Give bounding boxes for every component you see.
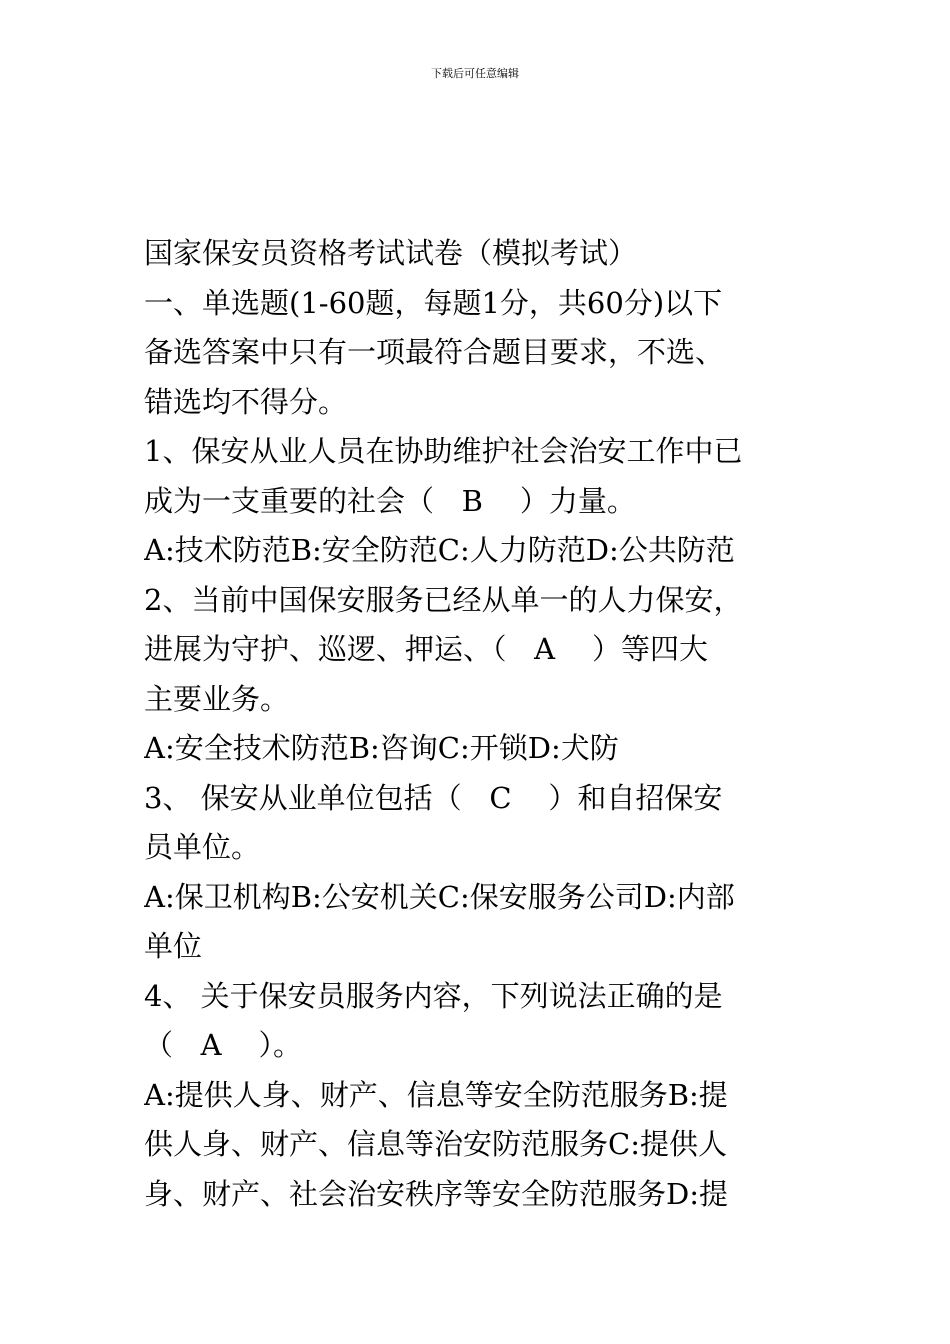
question-4-options: A:提供人身、财产、信息等安全防范服务B:提	[144, 1077, 728, 1112]
question-2-line: 主要业务。	[144, 681, 290, 716]
question-3-line: 员单位。	[144, 830, 261, 864]
document-title: 国家保安员资格考试试卷（模拟考试）	[144, 236, 638, 270]
question-1-options: A:技术防范B:安全防范C:人力防范D:公共防范	[144, 533, 735, 567]
section-heading-line: 备选答案中只有一项最符合题目要求，不选、	[144, 335, 725, 369]
page-header: 下载后可任意编辑	[431, 67, 519, 80]
question-4-options-line: 身、财产、社会治安秩序等安全防范服务D:提	[144, 1176, 729, 1211]
question-4: 4、 关于保安员服务内容，下列说法正确的是	[144, 978, 723, 1013]
document-body	[144, 229, 808, 1219]
question-2-line: 进展为守护、巡逻、押运、（ A ）等四大	[144, 632, 708, 666]
question-1: 1、保安从业人员在协助维护社会治安工作中已	[144, 434, 743, 468]
question-3-options-line: 单位	[144, 929, 203, 963]
question-2: 2、当前中国保安服务已经从单一的人力保安，	[144, 582, 743, 617]
question-4-line: （ A ）。	[144, 1028, 302, 1062]
section-heading: 一、单选题(1-60题，每题1分，共60分)以下	[144, 285, 723, 320]
question-3-options: A:保卫机构B:公安机关C:保安服务公司D:内部	[144, 879, 735, 914]
question-2-options: A:安全技术防范B:咨询C:开锁D:犬防	[144, 731, 619, 765]
question-3: 3、 保安从业单位包括（ C ）和自招保安	[144, 780, 723, 815]
question-1-line: 成为一支重要的社会（ B ）力量。	[144, 483, 636, 518]
section-heading-line: 错选均不得分。	[144, 384, 348, 419]
question-4-options-line: 供人身、财产、信息等治安防范服务C:提供人	[144, 1127, 727, 1161]
